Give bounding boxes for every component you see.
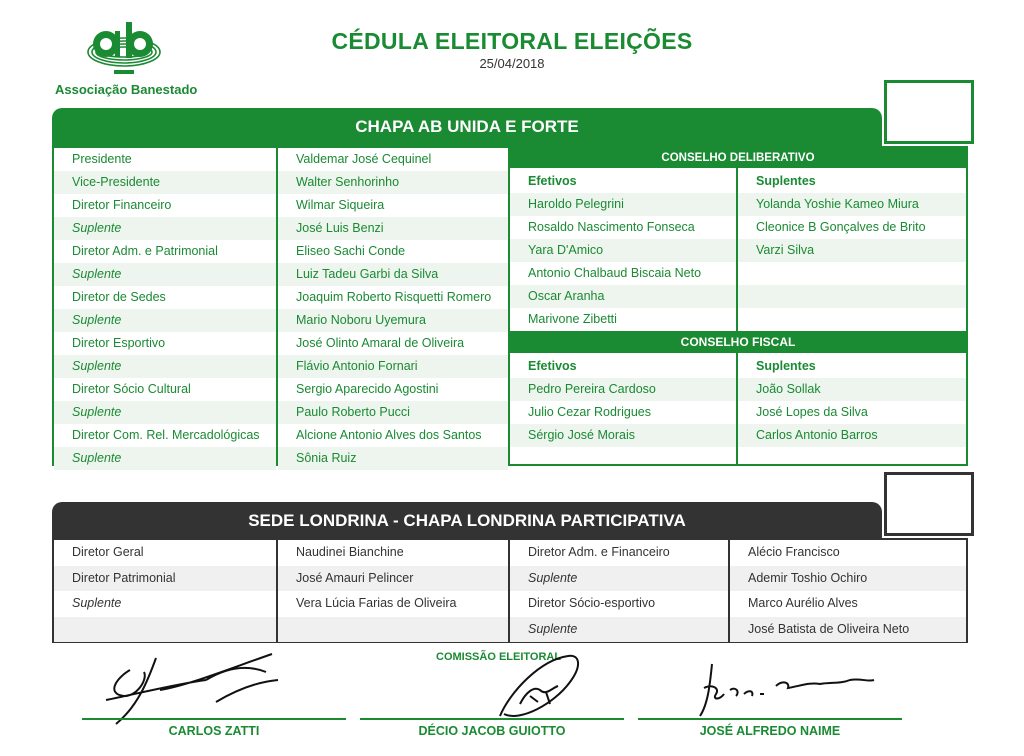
fiscal-suplente: João Sollak <box>738 378 966 401</box>
signature-line-2 <box>360 718 624 720</box>
role-cell: Suplente <box>54 309 276 332</box>
signer-name-2: DÉCIO JACOB GUIOTTO <box>418 724 566 738</box>
signer-name-3: JOSÉ ALFREDO NAIME <box>699 724 841 738</box>
role-cell: Suplente <box>54 263 276 286</box>
signer-name-1: CARLOS ZATTI <box>168 724 260 738</box>
slate-2-left-names <box>278 540 508 641</box>
efetivos-label: Efetivos <box>528 174 577 188</box>
empty-cell <box>54 617 276 643</box>
role-cell: Suplente <box>54 401 276 424</box>
signature-line-1 <box>82 718 346 720</box>
conselho-fiscal-header: CONSELHO FISCAL <box>510 331 966 353</box>
signature-1 <box>96 650 286 728</box>
role-cell: Diretor Com. Rel. Mercadológicas <box>72 428 260 442</box>
role-cell: Presidente <box>72 152 132 166</box>
deliberativo-suplente: Cleonice B Gonçalves de Brito <box>756 220 926 234</box>
vote-box-slate-2[interactable] <box>884 472 974 536</box>
candidate-name: Sônia Ruiz <box>278 447 508 470</box>
candidate-name: Vera Lúcia Farias de Oliveira <box>296 596 457 610</box>
role-cell: Diretor Financeiro <box>72 198 172 212</box>
empty-cell <box>738 285 966 308</box>
fiscal-suplente: José Lopes da Silva <box>756 405 868 419</box>
slate-1-roles-column <box>54 148 276 464</box>
signature-2 <box>490 652 590 726</box>
deliberativo-efetivo: Marivone Zibetti <box>528 312 617 326</box>
candidate-name: Wilmar Siqueira <box>296 198 385 212</box>
candidate-name: José Luis Benzi <box>278 217 508 240</box>
candidate-name: Luiz Tadeu Garbi da Silva <box>278 263 508 286</box>
fiscal-suplentes-column <box>738 355 966 464</box>
candidate-name: Paulo Roberto Pucci <box>278 401 508 424</box>
role-cell: Diretor Patrimonial <box>54 566 276 592</box>
empty-cell <box>278 617 508 643</box>
conselho-deliberativo-header: CONSELHO DELIBERATIVO <box>510 148 966 168</box>
deliberativo-efetivo: Yara D'Amico <box>510 239 736 262</box>
ballot-title: CÉDULA ELEITORAL ELEIÇÕES <box>331 28 693 54</box>
slate-1-body <box>52 146 968 466</box>
slate-2-right-roles <box>510 540 728 641</box>
efetivos-label: Efetivos <box>528 359 577 373</box>
role-cell: Vice-Presidente <box>54 171 276 194</box>
empty-cell <box>738 308 966 331</box>
role-cell: Suplente <box>54 355 276 378</box>
candidate-name: Alcione Antonio Alves dos Santos <box>296 428 482 442</box>
slate-2-header: SEDE LONDRINA - CHAPA LONDRINA PARTICIPATIVA <box>52 502 882 540</box>
vote-box-slate-1[interactable] <box>884 80 974 144</box>
candidate-name: José Batista de Oliveira Neto <box>730 617 966 643</box>
candidate-name: Alécio Francisco <box>748 545 840 559</box>
fiscal-efetivo: Pedro Pereira Cardoso <box>510 378 736 401</box>
candidate-name: Mario Noboru Uyemura <box>278 309 508 332</box>
candidate-name: Sergio Aparecido Agostini <box>296 382 439 396</box>
candidate-name: José Amauri Pelincer <box>278 566 508 592</box>
candidate-name: Valdemar José Cequinel <box>296 152 432 166</box>
candidate-name: Marco Aurélio Alves <box>748 596 858 610</box>
candidate-name: Walter Senhorinho <box>278 171 508 194</box>
role-cell: Diretor Adm. e Patrimonial <box>72 244 218 258</box>
commission-label: COMISSÃO ELEITORAL <box>436 651 562 663</box>
deliberativo-efetivo: Haroldo Pelegrini <box>510 193 736 216</box>
deliberativo-suplente: Yolanda Yoshie Kameo Miura <box>738 193 966 216</box>
candidate-name: José Olinto Amaral de Oliveira <box>296 336 465 350</box>
signature-line-3 <box>638 718 902 720</box>
candidate-name: Naudinei Bianchine <box>296 545 404 559</box>
ballot-date: 25/04/2018 <box>479 56 545 71</box>
role-cell: Diretor Adm. e Financeiro <box>528 545 670 559</box>
slate-2-body <box>52 538 968 643</box>
candidate-name: Flávio Antonio Fornari <box>278 355 508 378</box>
empty-cell <box>738 262 966 285</box>
org-name: Associação Banestado <box>55 82 198 97</box>
slate-2-left-roles <box>54 540 276 641</box>
deliberativo-efetivo: Antonio Chalbaud Biscaia Neto <box>528 266 702 280</box>
deliberativo-suplente: Varzi Silva <box>738 239 966 262</box>
suplentes-label: Suplentes <box>756 174 816 188</box>
deliberativo-efetivo: Oscar Aranha <box>510 285 736 308</box>
role-cell: Suplente <box>54 447 276 470</box>
deliberativo-suplentes-column <box>738 170 966 331</box>
fiscal-suplente: Carlos Antonio Barros <box>738 424 966 447</box>
slate-1-names-column <box>278 148 508 464</box>
ab-logo-icon <box>84 20 164 76</box>
role-cell: Diretor Sócio Cultural <box>72 382 191 396</box>
candidate-name: Joaquim Roberto Risquetti Romero <box>296 290 492 304</box>
role-cell: Diretor de Sedes <box>72 290 166 304</box>
fiscal-efetivos-column <box>510 355 736 464</box>
role-cell: Diretor Esportivo <box>72 336 166 350</box>
role-cell: Diretor Geral <box>72 545 144 559</box>
role-cell: Suplente <box>72 596 122 610</box>
role-cell: Diretor Sócio-esportivo <box>528 596 656 610</box>
deliberativo-efetivos-column <box>510 170 736 331</box>
signature-3 <box>690 660 880 720</box>
slate-1-header: CHAPA AB UNIDA E FORTE <box>52 108 882 146</box>
role-cell: Suplente <box>510 566 728 592</box>
candidate-name: Ademir Toshio Ochiro <box>730 566 966 592</box>
deliberativo-efetivo: Rosaldo Nascimento Fonseca <box>528 220 695 234</box>
fiscal-efetivo: Sérgio José Morais <box>510 424 736 447</box>
slate-2-right-names <box>730 540 966 641</box>
role-cell: Suplente <box>54 217 276 240</box>
fiscal-efetivo: Julio Cezar Rodrigues <box>528 405 651 419</box>
suplentes-label: Suplentes <box>756 359 816 373</box>
candidate-name: Eliseo Sachi Conde <box>296 244 406 258</box>
role-cell: Suplente <box>510 617 728 643</box>
